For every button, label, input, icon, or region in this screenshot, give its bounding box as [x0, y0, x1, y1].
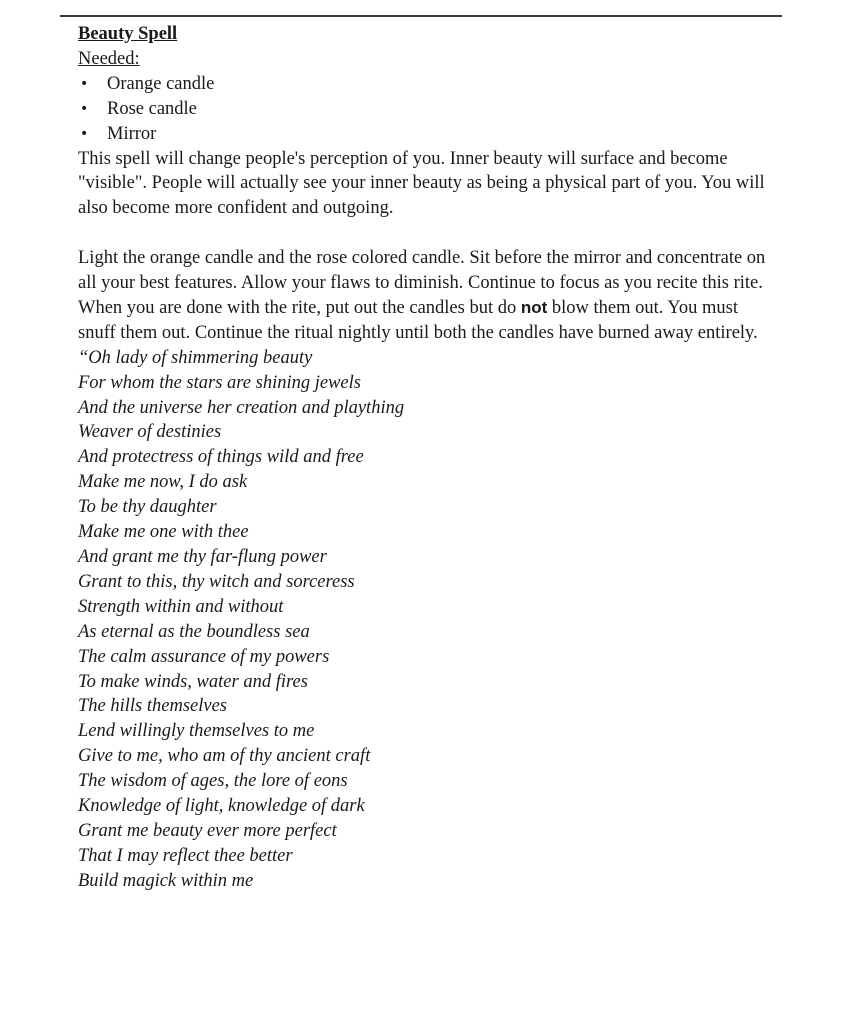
verse-line: For whom the stars are shining jewels: [78, 372, 361, 393]
bullet-icon: •: [80, 75, 89, 92]
verse-line: Give to me, who am of thy ancient craft: [78, 746, 371, 767]
verse-line: And grant me thy far-flung power: [78, 547, 327, 568]
bullet-icon: •: [80, 100, 89, 117]
list-item: [78, 122, 778, 147]
verse-line: Build magick within me: [78, 870, 254, 891]
paragraph-spacer: [78, 221, 778, 246]
verse-line: Grant to this, thy witch and sorceress: [78, 571, 355, 592]
material-label: Orange candle: [107, 73, 215, 94]
document-title: Beauty Spell: [78, 24, 178, 44]
verse-line: And the universe her creation and plaything: [78, 397, 405, 418]
list-item: [78, 72, 778, 97]
document-body: [78, 22, 778, 894]
instructions-text-end: blow them out. You must snuff them out. Continue the ritual nightly until both the candles have burned away entirely.: [78, 297, 758, 343]
instructions-text-start: Light the orange candle and the rose colored candle. Sit before the mirror and concentrate on all your best features. Allow your flaws to diminish. Continue to focus as you recite this rite. When you are done with the rite, put out the candles but do: [78, 248, 766, 318]
verse-line: “Oh lady of shimmering beauty: [78, 347, 313, 368]
header-rule: [60, 15, 782, 17]
list-item: [78, 97, 778, 122]
material-label: Rose candle: [107, 98, 197, 119]
verse-line: As eternal as the boundless sea: [78, 621, 310, 642]
verse-line: The hills themselves: [78, 696, 228, 717]
verse-line: The wisdom of ages, the lore of eons: [78, 771, 348, 792]
verse-line: The calm assurance of my powers: [78, 646, 330, 667]
incantation-verse: [78, 346, 778, 894]
verse-line: To make winds, water and fires: [78, 671, 308, 692]
verse-line: Make me now, I do ask: [78, 472, 248, 493]
verse-line: Make me one with thee: [78, 522, 249, 543]
verse-line: Lend willingly themselves to me: [78, 721, 315, 742]
verse-line: To be thy daughter: [78, 497, 217, 518]
verse-line: Knowledge of light, knowledge of dark: [78, 796, 365, 817]
bullet-icon: •: [80, 125, 89, 142]
instructions-paragraph: [78, 246, 778, 346]
emphasis-not: not: [520, 297, 548, 317]
intro-paragraph: This spell will change people's perception of you. Inner beauty will surface and become "visible". People will actually see your inner beauty as being a physical part of you. You will also become more confident and outgoing.: [78, 148, 765, 219]
verse-line: Weaver of destinies: [78, 422, 222, 443]
materials-list: [78, 72, 778, 147]
verse-line: Strength within and without: [78, 596, 284, 617]
needed-label: Needed:: [78, 48, 140, 69]
verse-line: That I may reflect thee better: [78, 845, 293, 866]
verse-line: And protectress of things wild and free: [78, 447, 364, 468]
verse-line: Grant me beauty ever more perfect: [78, 820, 337, 841]
material-label: Mirror: [107, 123, 157, 144]
